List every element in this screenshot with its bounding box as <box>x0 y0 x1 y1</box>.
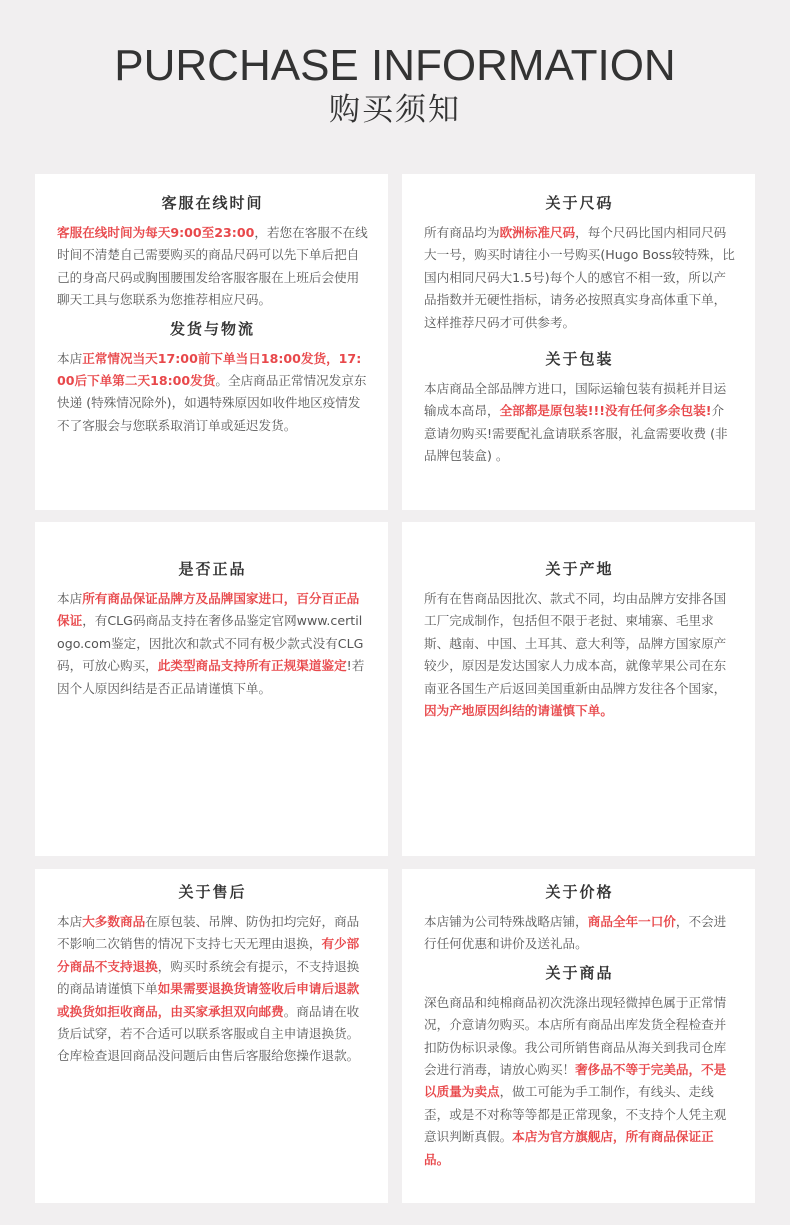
body-text: 本店商品全部品牌方进口，国际运输包装有损耗并目运输成本高昂， <box>424 381 727 419</box>
highlight-text: 本店为官方旗舰店，所有商品保证正品。 <box>424 1129 714 1167</box>
highlight-text: 正常情况当天17:00前下单当日18:00发货，17:00后下单第二天18:00发货 <box>57 350 362 389</box>
body-text: 本店 <box>57 350 83 366</box>
highlight-text: 如果需要退换货请签收后申请后退款或换货如拒收商品，由买家承担双向邮费 <box>57 981 360 1019</box>
body-text: ，有CLG码商品支持在奢侈品鉴定官网www.certilogo.com鉴定，因批次和款式不同有极少款式没有CLG码，可放心购买， <box>57 613 364 674</box>
card-origin <box>402 522 755 856</box>
body-text: ，做工可能为手工制作，有线头、走线歪，或是不对称等等都是正常现象，不支持个人凭主观意识判断真假。 <box>424 1084 727 1145</box>
body-text: 本店 <box>57 914 83 929</box>
highlight-text: 商品全年一口价 <box>587 914 676 929</box>
section-title-service-hours: 客服在线时间 <box>161 194 264 212</box>
body-text: 本店 <box>57 591 83 606</box>
body-text: 在原包装、吊牌、防伪扣均完好，商品不影响二次销售的情况下支持七天无理由退换， <box>57 914 360 952</box>
body-text: 深色商品和纯棉商品初次洗涤出现轻微掉色属于正常情况，介意请勿购买。本店所有商品出库发货全程检查并扣防伪标识录像。我公司所销售商品从海关到我司仓库会进行消毒，请放心购买！ <box>424 994 727 1078</box>
section-body-service-hours <box>57 222 368 312</box>
body-text: !若因个人原因纠结是否正品请谨慎下单。 <box>57 658 365 696</box>
section-body-aftersale <box>57 911 368 1068</box>
body-text: ，每个尺码比国内相同尺码大一号，购买时请往小一号购买(Hugo Boss较特殊，比国内相同尺码大1.5号)每个人的感官不相一致，所以产品指数并无硬性指标，请务必按照真实身高体重下单，这样推荐尺码才可供参考。 <box>424 225 735 330</box>
section-title-authentic: 是否正品 <box>178 560 247 578</box>
card-authentic <box>35 522 388 856</box>
card-aftersale <box>35 869 388 1203</box>
body-text: ，购买时系统会有提示，不支持退换的商品请谨慎下单 <box>57 958 360 997</box>
section-body-packaging <box>424 378 735 468</box>
highlight-text: 奢侈品不等于完美品，不是以质量为卖点 <box>424 1062 727 1100</box>
body-text: 所有在售商品因批次、款式不同，均由品牌方安排各国工厂完成制作，包括但不限于老挝、柬埔寨、毛里求斯、越南、中国、土耳其、意大利等，品牌方国家原产较少，原因是发达国家人力成本高，就像苹果公司在东南亚各国生产后返回美国重新由品牌方发往各个国家， <box>424 591 727 696</box>
body-text: ，不会进行任何优惠和讲价及送礼品。 <box>424 914 727 952</box>
section-body-origin <box>424 588 735 722</box>
section-title-aftersale: 关于售后 <box>178 883 247 901</box>
card-size-packaging <box>402 174 755 510</box>
section-title-packaging: 关于包装 <box>545 350 614 369</box>
section-body-product <box>424 992 735 1171</box>
body-text: 所有商品均为 <box>424 225 500 240</box>
section-title-product: 关于商品 <box>545 963 614 982</box>
highlight-text: 有少部分商品不支持退换 <box>57 936 360 974</box>
card-service-shipping <box>35 174 388 510</box>
section-body-shipping <box>57 348 368 438</box>
section-title-size: 关于尺码 <box>545 194 614 212</box>
highlight-text: 大多数商品 <box>82 914 146 929</box>
page-title-cn: 购买须知 <box>329 92 461 128</box>
section-title-origin: 关于产地 <box>545 560 614 578</box>
highlight-text: 所有商品保证品牌方及品牌国家进口，百分百正品保证 <box>57 591 360 629</box>
body-text: 本店铺为公司特殊战略店铺， <box>424 914 588 929</box>
highlight-text: 因为产地原因纠结的请谨慎下单。 <box>424 703 613 719</box>
card-price-product <box>402 869 755 1203</box>
body-text: 。全店商品正常情况发京东快递 (特殊情况除外)，如遇特殊原因如收件地区疫情发不了客服会与您联系取消订单或延迟发货。 <box>57 373 367 433</box>
page-title-en: PURCHASE INFORMATION <box>114 41 676 90</box>
highlight-text: 全部都是原包装!!!没有任何多余包装! <box>499 403 712 419</box>
section-title-price: 关于价格 <box>545 883 614 901</box>
body-text: 。商品请在收货后试穿，若不合适可以联系客服或自主申请退换货。仓库检查退回商品没问题后由售后客服给您操作退款。 <box>57 1003 360 1064</box>
highlight-text: 此类型商品支持所有正规渠道鉴定 <box>157 658 347 674</box>
highlight-text: 欧洲标准尺码 <box>499 225 576 240</box>
body-text: ，若您在客服不在线时间不清楚自己需要购买的商品尺码可以先下单后把自己的身高尺码或胸围腰围发给客服客服在上班后会使用聊天工具与您联系为您推荐相应尺码。 <box>57 225 368 308</box>
highlight-text: 客服在线时间为每天9:00至23:00 <box>57 225 255 240</box>
section-body-size <box>424 222 735 334</box>
body-text: 介意请勿购买!需要配礼盒请联系客服，礼盒需要收费 (非品牌包装盒) 。 <box>424 403 728 464</box>
section-body-price <box>424 911 735 956</box>
section-body-authentic <box>57 588 368 700</box>
section-title-shipping: 发货与物流 <box>169 319 255 338</box>
